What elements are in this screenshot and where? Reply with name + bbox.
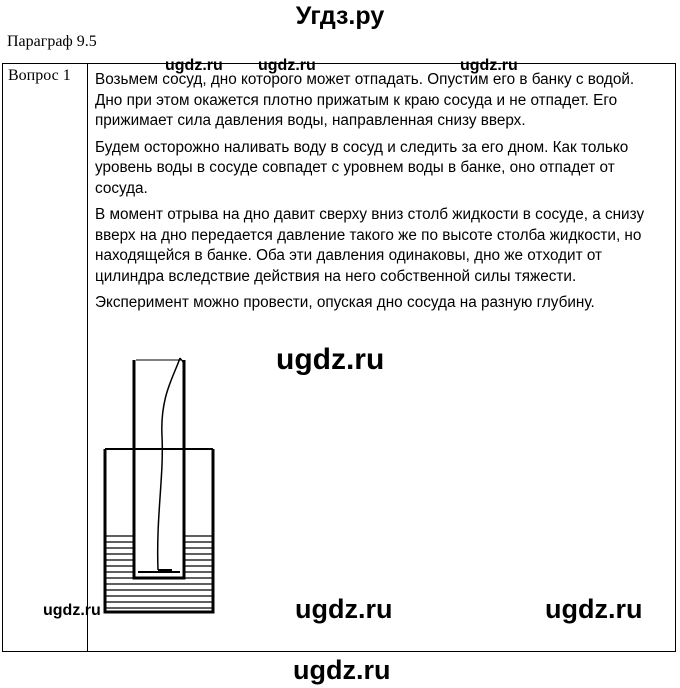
watermark: ugdz.ru (295, 594, 393, 624)
jar-outline (105, 449, 213, 612)
watermark: ugdz.ru (545, 594, 643, 624)
answer-paragraph-2: Будем осторожно наливать воду в сосуд и следить за его дном. Как только уровень воды в сосуде совпадет с уровнем воды в банке, оно отпадет от сосуда. (95, 138, 629, 197)
column-divider (87, 64, 88, 651)
answer-paragraph-3: В момент отрыва на дно давит сверху вниз столб жидкости в сосуде, а снизу вверх на дно передается давление такого же по высоте столба жидкости, но находящейся в банке. Оба эти давления одинаковы, дно же отходит от цилиндра вследствие действия на него собственной силы тяжести. (95, 206, 645, 285)
site-title: Угдз.ру (295, 2, 385, 30)
paragraph-label: Параграф 9.5 (7, 33, 97, 50)
question-label: Вопрос 1 (8, 67, 71, 84)
watermark: ugdz.ru (258, 57, 316, 74)
watermark: ugdz.ru (276, 343, 385, 376)
watermark: ugdz.ru (293, 655, 391, 685)
answer-text (95, 70, 665, 320)
answer-paragraph-1: Возьмем сосуд, дно которого может отпадать. Опустим его в банку с водой. Дно при этом окажется плотно прижатым к краю сосуда и не отпадет. Его прижимает сила давления воды, направленная снизу вверх. (95, 71, 635, 129)
answer-paragraph-4: Эксперимент можно провести, опуская дно сосуда на разную глубину. (95, 294, 595, 311)
watermark: ugdz.ru (43, 602, 101, 619)
vessel-in-jar-diagram (100, 356, 230, 616)
string (158, 358, 180, 570)
vessel-outline (134, 360, 184, 578)
watermark: ugdz.ru (165, 57, 223, 74)
watermark: ugdz.ru (460, 57, 518, 74)
